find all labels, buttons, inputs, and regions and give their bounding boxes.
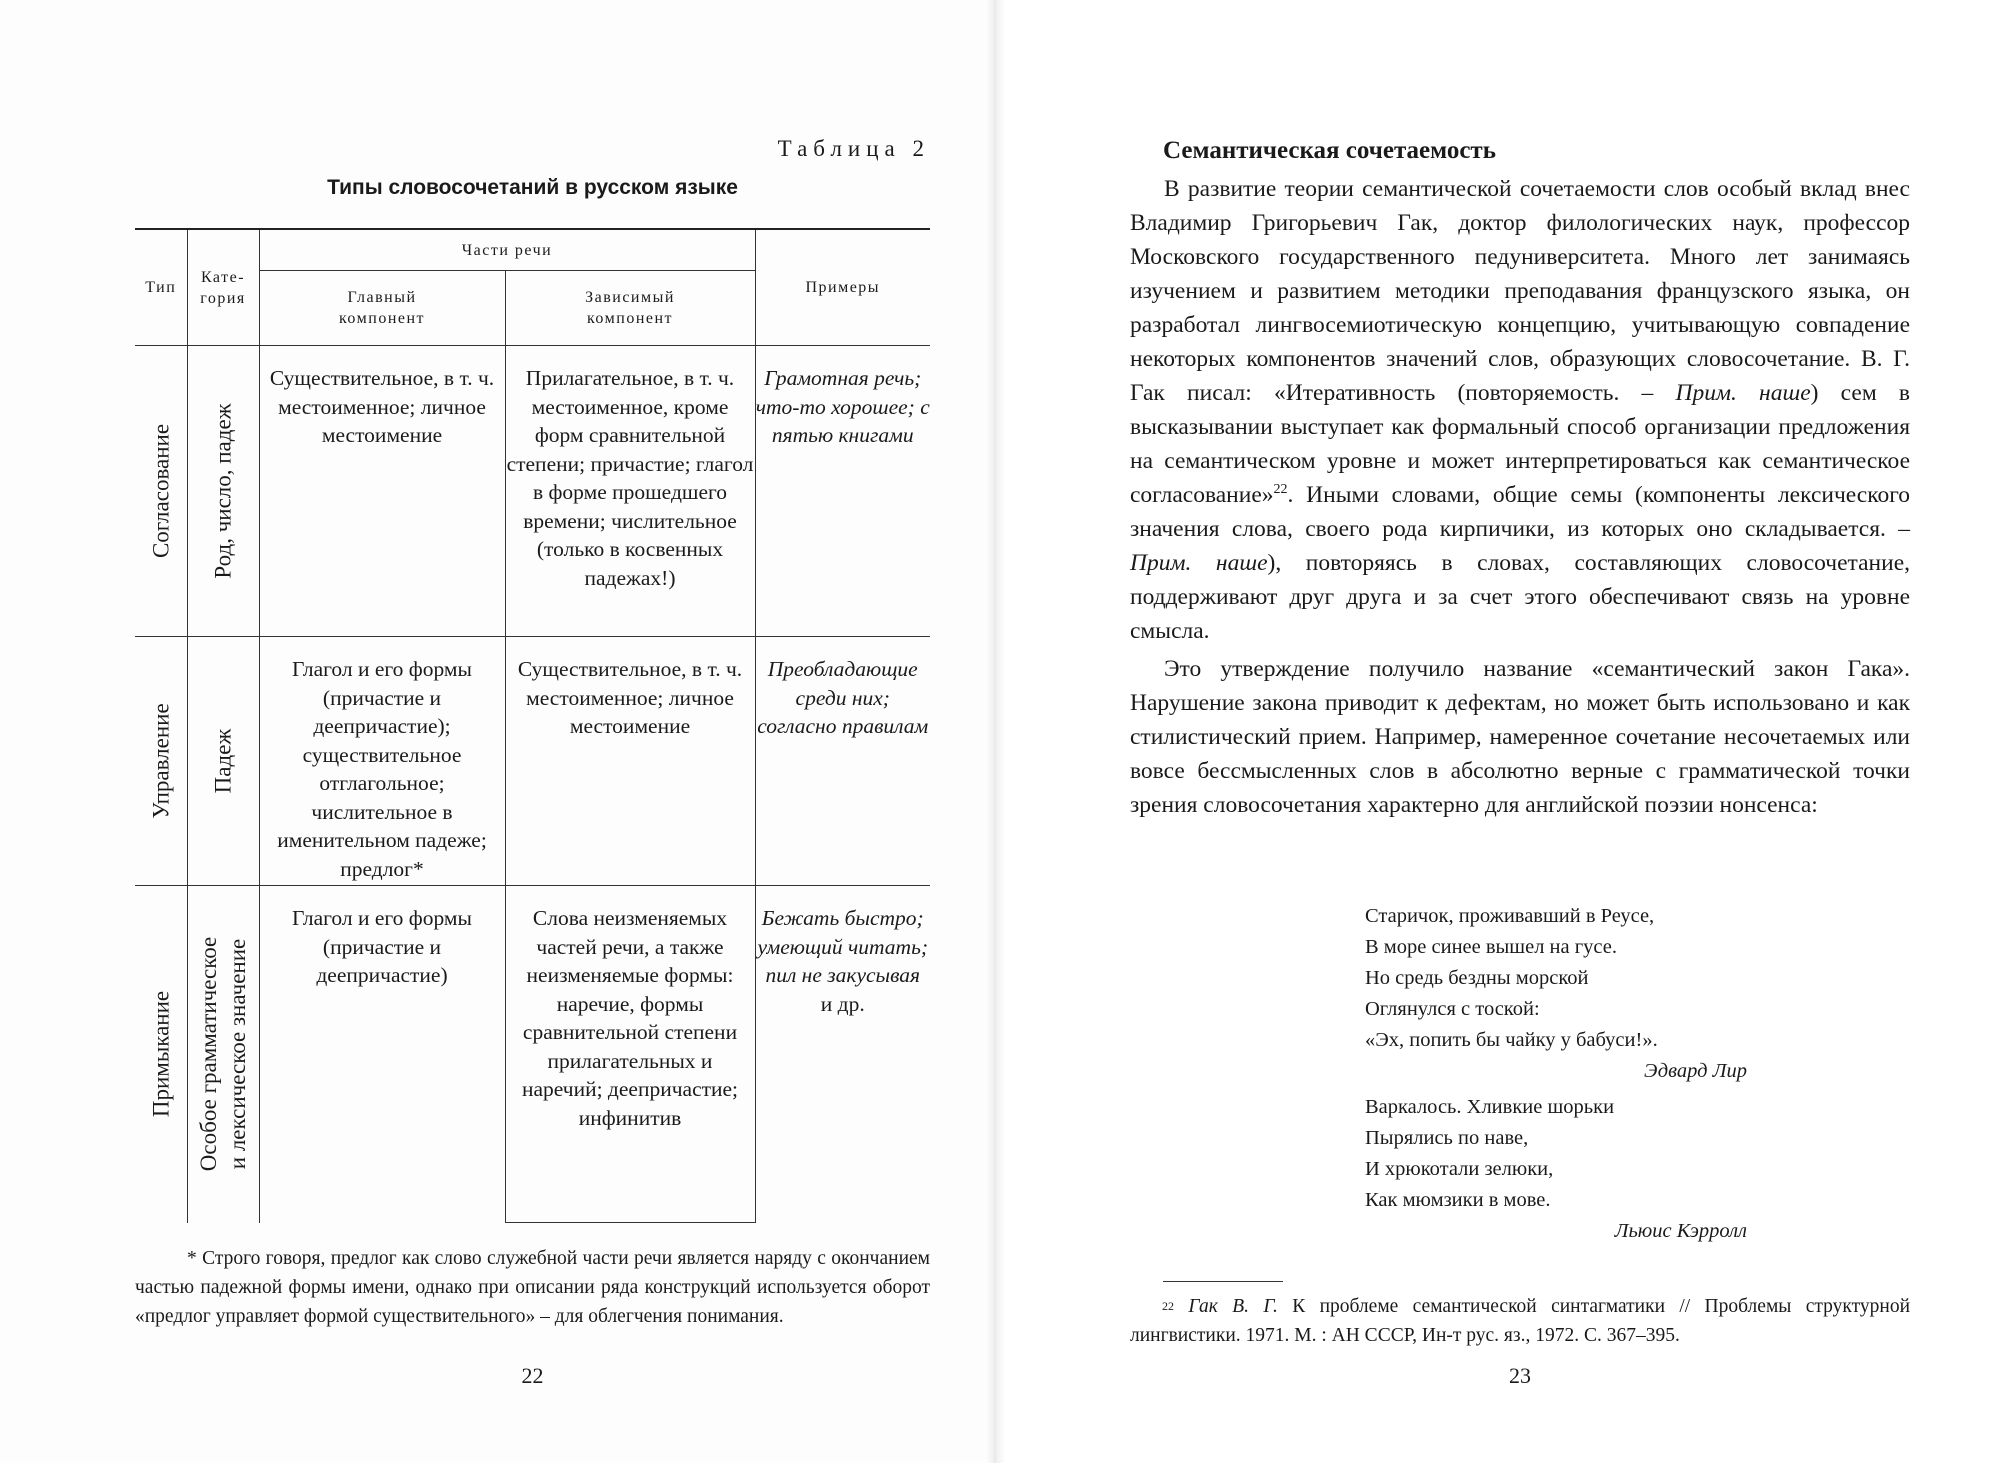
header-head-component: [259, 271, 505, 346]
page-footnote: [1130, 1292, 1910, 1350]
footnote-reference: 22: [1273, 482, 1288, 498]
p1-part-b: ) сем в высказывании выступает как формальный способ организации предложения на семантическом уровне и может интерпретироваться как семантическое согласование»: [1130, 380, 1910, 508]
type-agreement: Согласование: [148, 423, 174, 559]
p1-part-d: ), повторяясь в словах, составляющих словосочетание, поддерживают друг друга и за счет этого обеспечивают связь на уровне смысла.: [1130, 550, 1910, 644]
category-adjunction: [194, 937, 252, 1171]
category-adjunction-line2: и лексическое значение: [225, 939, 250, 1170]
examples-adjunction-tail: и др.: [820, 991, 865, 1016]
footnote-number: 22: [1162, 1299, 1174, 1313]
type-government: Управление: [148, 703, 174, 819]
left-page: [0, 0, 990, 1463]
word-combination-types-table: [135, 228, 930, 1223]
header-head-line1: Главный: [347, 289, 417, 306]
poem-line: Но средь бездны морской: [1365, 967, 1589, 989]
cell-category: [187, 346, 259, 637]
category-adjunction-line1: Особое грамматическое: [196, 937, 221, 1172]
poem-line: В море синее вышел на гусе.: [1365, 936, 1617, 958]
paragraph-2: Это утверждение получило название «семантический закон Гака». Нарушение закона приводит к дефектам, но может быть использовано и как стилистический прием. Например, намеренное сочетание несочетаемых или вовсе бессмысленных слов в абсолютно верные с грамматической точки зрения словосочетания характерно для английской поэзии нонсенса:: [1130, 656, 1910, 818]
p1-part-c: . Иными словами, общие семы (компоненты лексического значения слова, своего рода кирпичики, из которых оно складывается. –: [1130, 482, 1910, 542]
cell-category: [187, 886, 259, 1223]
cell-dependent: [505, 637, 755, 886]
dependent-government: Существительное, в т. ч. местоименное; личное местоимение: [517, 657, 743, 738]
header-parts-label: Части речи: [461, 241, 553, 259]
head-agreement: Существительное, в т. ч. местоименное; личное местоимение: [269, 366, 495, 447]
footnote-text: К проблеме семантической синтагматики // Проблемы структурной лингвистики. 1971. М. : АН СССР, Ин-т рус. яз., 1972. С. 367–395.: [1130, 1296, 1911, 1346]
header-examples-label: Примеры: [805, 279, 881, 296]
header-examples: [755, 229, 930, 346]
header-category: [187, 229, 259, 346]
poem-author: Льюис Кэрролл: [1614, 1220, 1747, 1242]
cell-type: [135, 346, 187, 637]
header-dep-line2: компонент: [586, 310, 674, 327]
cell-type: [135, 886, 187, 1223]
book-gutter: [985, 0, 1005, 1463]
header-parts-of-speech: [259, 229, 755, 271]
table-number: Таблица 2: [777, 136, 930, 161]
poem-line: Варкалось. Хливкие шорьки: [1365, 1096, 1615, 1118]
poem-author: Эдвард Лир: [1644, 1060, 1747, 1082]
poem-line: Как мюмзики в мове.: [1365, 1189, 1551, 1211]
poem-line: И хрюкотали зелюки,: [1365, 1158, 1554, 1180]
footnote-divider: [1163, 1281, 1283, 1282]
header-category-line1: Кате-: [200, 268, 246, 286]
examples-adjunction-italic: Бежать быстро; умеющий читать; пил не закусывая: [757, 906, 929, 987]
examples-government: Преобладающие среди них; согласно правилам: [757, 657, 929, 738]
cell-dependent: [505, 346, 755, 637]
cell-type: [135, 637, 187, 886]
section-title: Семантическая сочетаемость: [1163, 137, 1496, 164]
p1-part-a: В развитие теории семантической сочетаемости слов особый вклад внес Владимир Григорьевич Гак, доктор филологических наук, профессор Московского государственного педуниверситета. Много лет занимаясь изучением и развитием методики преподавания французского языка, он разработал лингвосемиотическую концепцию, учитывающую совпадение некоторых компонентов значений слов, образующих словосочетание. В. Г. Гак писал: «Итеративность (повторяемость. –: [1130, 176, 1910, 406]
cell-examples: [755, 637, 930, 886]
cell-head: [259, 346, 505, 637]
page-number-right: 23: [1509, 1363, 1531, 1388]
cell-examples: [755, 346, 930, 637]
cell-category: [187, 637, 259, 886]
table-row: [135, 886, 930, 1223]
dependent-agreement: Прилагательное, в т. ч. местоименное, кроме форм сравнительной степени; причастие; глагол в форме прошедшего времени; числительное (только в косвенных падежах!): [506, 366, 754, 590]
examples-agreement: Грамотная речь; что-то хорошее; с пятью книгами: [755, 366, 930, 447]
header-head-line2: компонент: [338, 310, 426, 327]
header-type-label: Тип: [145, 279, 177, 296]
head-government: Глагол и его формы (причастие и деепричастие); существительное отглагольное; числительное в именительном падеже; предлог*: [277, 657, 487, 881]
header-dependent-component: [505, 271, 755, 346]
poem-line: «Эх, попить бы чайку у бабуси!».: [1365, 1029, 1658, 1051]
head-adjunction: Глагол и его формы (причастие и деепричастие): [292, 906, 472, 987]
type-adjunction: Примыкание: [148, 991, 174, 1118]
header-dep-line1: Зависимый: [585, 289, 675, 306]
category-government: Падеж: [210, 728, 236, 794]
poem-line: Пырялись по наве,: [1365, 1127, 1529, 1149]
examples-adjunction: [756, 886, 931, 1018]
cell-dependent: [505, 886, 755, 1223]
footnote-author: Гак В. Г.: [1188, 1296, 1278, 1317]
page-number-left: 22: [521, 1363, 544, 1388]
poem-line: Старичок, проживавший в Реусе,: [1365, 905, 1655, 927]
category-agreement: Род, число, падеж: [210, 403, 236, 579]
poem-lear: [1365, 901, 1765, 1087]
table-row: [135, 637, 930, 886]
poem-line: Оглянулся с тоской:: [1365, 998, 1540, 1020]
table-footnote: * Строго говоря, предлог как слово служебной части речи является наряду с окончанием частью падежной формы имени, однако при описании ряда конструкций используется оборот «предлог управляет формой существительного» – для облегчения понимания.: [135, 1248, 930, 1327]
header-type: [135, 229, 187, 346]
dependent-adjunction: Слова неизменяемых частей речи, а также неизменяемые формы: наречие, формы сравнительной степени прилагательных и наречий; деепричастие; инфинитив: [521, 906, 739, 1130]
header-category-line2: гория: [200, 289, 246, 307]
p1-note-1: Прим. наше: [1675, 380, 1811, 406]
cell-head: [259, 637, 505, 886]
poem-carroll: [1365, 1092, 1765, 1247]
paragraph-1: [1130, 172, 1910, 648]
cell-examples: [755, 886, 930, 1223]
cell-head: [259, 886, 505, 1223]
table-title: Типы словосочетаний в русском языке: [327, 176, 738, 199]
p1-note-2: Прим. наше: [1130, 550, 1268, 576]
body-text: [1130, 172, 1910, 822]
table-row: [135, 346, 930, 637]
